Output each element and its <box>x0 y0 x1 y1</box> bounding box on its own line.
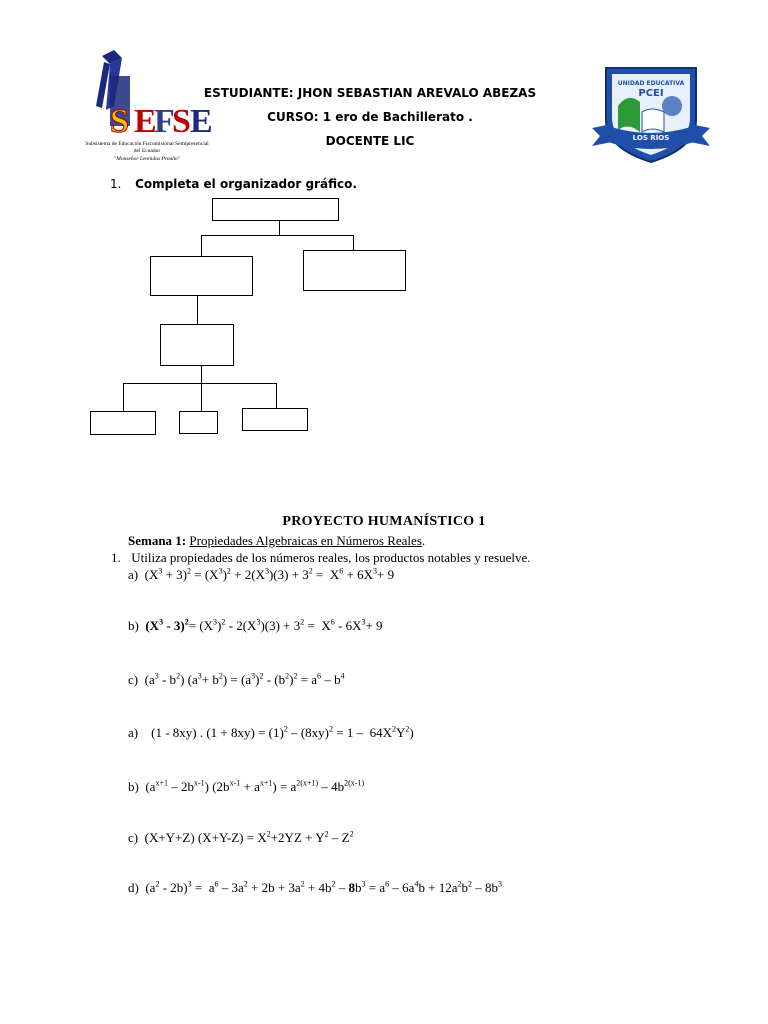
exercise-label: d) <box>128 880 139 895</box>
exercise-3: c) $(a^3 - b^2)$ $(a^3+ b^2) = (a^3)^2 - (b^2)^2 = a^6 - b^4$ <box>128 671 345 687</box>
pcei-name: PCEI <box>638 88 664 99</box>
organizer-box-right[interactable] <box>303 250 406 291</box>
exercise-5: b) $(a^{x+1} - 2b^{x-1}) (2b^{x-1} + a^{x+1}) = a^{2(x+1)} - 4b^{2(x-1)}$ <box>128 778 365 794</box>
exercise-label: a) <box>128 725 139 740</box>
connector <box>353 235 354 250</box>
week-line <box>128 533 425 549</box>
pcei-top-text: UNIDAD EDUCATIVA <box>617 80 685 87</box>
pcei-ribbon: LOS RÍOS <box>632 134 670 142</box>
sefse-caption-2: "Monseñor Leonidas Proaño" <box>113 156 181 162</box>
svg-text:S: S <box>172 103 191 140</box>
connector <box>201 366 202 383</box>
task1-number: 1. <box>110 177 122 191</box>
task1-text: Completa el organizador gráfico. <box>135 177 357 191</box>
connector <box>201 235 202 256</box>
exercise-1: a) $(X^3 + 3)^2 = (X^3)^2 + 2(X^3)(3) + 3^2 = X^6 + 6X^3+ 9$ <box>128 566 395 582</box>
organizer-box-leaf-2[interactable] <box>179 411 218 434</box>
project-title: PROYECTO HUMANÍSTICO 1 <box>282 514 486 529</box>
exercise-2: b) $(X^3 - 3)^2= (X^3)^2 - 2(X^3)(3) + 3^2 = X^6 - 6X^3+ 9$ <box>128 617 383 633</box>
exercise-4: a) (1 - 8xy) . $(1 + 8xy) = (1)^2 - (8xy)^2 = 1 - 64X^2Y^2$) <box>128 724 414 740</box>
instruction-line <box>111 550 531 566</box>
instruction-text: Utiliza propiedades de los números reales, los productos notables y resuelve. <box>131 550 531 565</box>
svg-text:E: E <box>134 103 157 140</box>
connector <box>123 383 124 411</box>
svg-text:S: S <box>110 103 129 140</box>
sefse-logo <box>80 48 213 170</box>
student-name: ESTUDIANTE: JHON SEBASTIAN AREVALO ABEZAS <box>203 86 537 100</box>
organizer-box-leaf-3[interactable] <box>242 408 308 431</box>
task1-heading <box>110 177 357 191</box>
organizer-box-left[interactable] <box>150 256 253 296</box>
pcei-logo <box>588 62 714 168</box>
connector <box>201 383 202 411</box>
organizer-box-root[interactable] <box>212 198 339 221</box>
week-label: Semana 1: <box>128 533 187 548</box>
exercise-label: c) <box>128 830 139 845</box>
connector <box>197 296 198 324</box>
course-line: CURSO: 1 ero de Bachillerato . <box>267 110 473 124</box>
exercise-label: b) <box>128 779 139 794</box>
exercise-label: b) <box>128 618 139 633</box>
organizer-box-leaf-1[interactable] <box>90 411 156 435</box>
instruction-number: 1. <box>111 550 121 565</box>
week-end: . <box>421 533 426 548</box>
exercise-label: c) <box>128 672 139 687</box>
connector <box>279 221 280 235</box>
svg-text:F: F <box>154 103 175 140</box>
exercise-6: c) (X+Y+Z) $(X+Y-Z) = X^2+2YZ + Y^2 - Z^2$ <box>128 829 354 845</box>
connector <box>276 383 277 408</box>
exercise-7: d) $(a^2 - 2b)^3 = a^6 - 3a^2 + 2b + 3a^2 + 4b^2 - 8b^3 = a^6 - 6a^4b + 12a^2b^2 - 8b^3$ <box>128 879 503 895</box>
connector <box>201 235 353 236</box>
sefse-caption: Subsistema de Educación Fiscomisional Semipresencial del Ecuador <box>85 141 209 154</box>
week-topic: Propiedades Algebraicas en Números Reales <box>189 533 422 548</box>
exercise-label: a) <box>128 567 139 582</box>
connector <box>123 383 276 384</box>
organizer-box-middle[interactable] <box>160 324 234 366</box>
svg-text:E: E <box>190 103 213 140</box>
teacher-line: DOCENTE LIC <box>325 134 415 148</box>
